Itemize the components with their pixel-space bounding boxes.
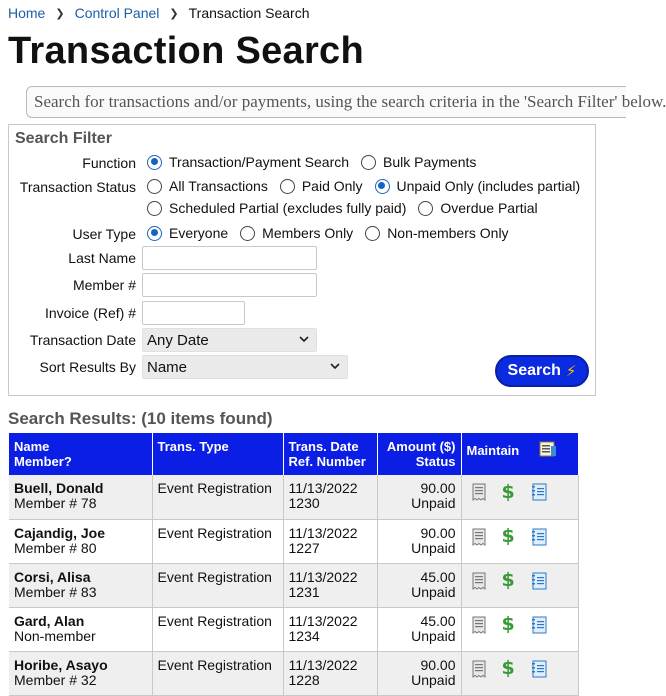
sort-by-label: Sort Results By xyxy=(39,359,136,375)
cell-type xyxy=(152,475,283,519)
dollar-icon[interactable]: $ xyxy=(501,525,515,547)
transaction-date: 11/13/2022 xyxy=(288,612,358,629)
radio[interactable] xyxy=(147,179,162,194)
table-row[interactable] xyxy=(9,519,578,563)
cell-amount xyxy=(377,651,461,695)
chevron-right-icon: ❯ xyxy=(169,7,179,20)
reference-number: 1234 xyxy=(288,627,320,644)
notebook-icon[interactable] xyxy=(531,528,547,546)
user-type-option-members[interactable]: Members Only xyxy=(240,225,353,241)
amount: 90.00 xyxy=(420,656,456,673)
customer-name[interactable]: Cajandig, Joe xyxy=(14,524,106,541)
cell-amount xyxy=(377,563,461,607)
payment-status: Unpaid xyxy=(411,583,456,600)
user-type-option-everyone[interactable]: Everyone xyxy=(147,225,228,241)
transaction-date: 11/13/2022 xyxy=(288,568,358,585)
status-option-scheduled-partial[interactable]: Scheduled Partial (excludes fully paid) xyxy=(147,200,406,216)
receipt-icon[interactable] xyxy=(472,483,486,501)
sort-by-select[interactable]: Name xyxy=(142,355,348,379)
radio-selected[interactable] xyxy=(375,179,390,194)
transaction-date: 11/13/2022 xyxy=(288,524,358,541)
customer-name[interactable]: Horibe, Asayo xyxy=(14,656,108,673)
dollar-icon[interactable]: $ xyxy=(501,613,515,635)
customer-name[interactable]: Corsi, Alisa xyxy=(14,568,91,585)
breadcrumb-control-panel[interactable]: Control Panel xyxy=(74,5,160,21)
reference-number: 1228 xyxy=(288,671,320,688)
breadcrumb xyxy=(8,5,310,21)
member-number-input[interactable] xyxy=(142,273,317,297)
notebook-icon[interactable] xyxy=(531,616,547,634)
cell-amount xyxy=(377,607,461,651)
page-title: Transaction Search xyxy=(8,30,364,72)
dollar-icon[interactable]: $ xyxy=(501,657,515,679)
column-header-type[interactable]: Trans. Type xyxy=(152,433,283,475)
invoice-label: Invoice (Ref) # xyxy=(44,305,136,321)
user-type-radio-group xyxy=(147,225,521,241)
receipt-icon[interactable] xyxy=(472,616,486,634)
transaction-date-label: Transaction Date xyxy=(29,332,136,348)
results-title: Search Results: (10 items found) xyxy=(8,409,273,428)
receipt-icon[interactable] xyxy=(472,660,486,678)
reference-number: 1227 xyxy=(288,539,320,556)
cell-amount xyxy=(377,475,461,519)
cell-name xyxy=(9,475,152,519)
status-option-all[interactable]: All Transactions xyxy=(147,178,268,194)
column-header-date[interactable]: Trans. Date Ref. Number xyxy=(283,433,377,475)
dollar-icon[interactable]: $ xyxy=(501,569,515,591)
status-label: Transaction Status xyxy=(19,179,136,195)
chevron-down-icon xyxy=(298,333,310,345)
cell-type xyxy=(152,563,283,607)
amount: 45.00 xyxy=(420,612,456,629)
cell-date xyxy=(283,651,377,695)
transaction-type: Event Registration xyxy=(157,656,272,673)
cell-name xyxy=(9,607,152,651)
column-header-maintain: Maintain xyxy=(461,433,578,475)
results-header-row xyxy=(9,433,578,475)
payment-status: Unpaid xyxy=(411,495,456,511)
customer-name[interactable]: Gard, Alan xyxy=(14,612,85,629)
cell-type xyxy=(152,651,283,695)
member-status: Member # 83 xyxy=(14,583,97,600)
transaction-type: Event Registration xyxy=(157,524,272,541)
payment-status: Unpaid xyxy=(411,539,456,556)
last-name-input[interactable] xyxy=(142,246,317,270)
cell-name xyxy=(9,563,152,607)
receipt-icon[interactable] xyxy=(472,572,486,590)
member-status: Non-member xyxy=(14,627,96,644)
cell-maintain xyxy=(461,519,578,563)
cell-date xyxy=(283,607,377,651)
status-option-overdue-partial[interactable]: Overdue Partial xyxy=(418,200,537,216)
table-row[interactable] xyxy=(9,475,578,519)
transaction-date: 11/13/2022 xyxy=(288,656,358,673)
reference-number: 1231 xyxy=(288,583,320,600)
column-header-name[interactable]: Name Member? xyxy=(9,433,152,475)
status-option-paid[interactable]: Paid Only xyxy=(280,178,363,194)
chevron-down-icon xyxy=(329,360,341,372)
reference-number: 1230 xyxy=(288,495,320,511)
receipt-icon[interactable] xyxy=(472,528,486,546)
export-list-icon[interactable] xyxy=(539,441,557,457)
function-label: Function xyxy=(82,155,136,171)
radio[interactable] xyxy=(418,201,433,216)
function-radio-group xyxy=(147,154,488,170)
member-number-label: Member # xyxy=(72,277,136,293)
amount: 90.00 xyxy=(420,480,456,496)
cell-maintain xyxy=(461,651,578,695)
cell-maintain xyxy=(461,563,578,607)
cell-name xyxy=(9,519,152,563)
transaction-type: Event Registration xyxy=(157,612,272,629)
payment-status: Unpaid xyxy=(411,671,456,688)
cell-date xyxy=(283,519,377,563)
radio[interactable] xyxy=(147,201,162,216)
search-button[interactable]: Search ⚡ xyxy=(495,355,589,387)
column-header-amount[interactable]: Amount ($) Status xyxy=(377,433,461,475)
payment-status: Unpaid xyxy=(411,627,456,644)
cell-name xyxy=(9,651,152,695)
chevron-right-icon: ❯ xyxy=(55,7,65,20)
function-option-transaction-payment[interactable]: Transaction/Payment Search xyxy=(147,154,349,170)
cell-date xyxy=(283,563,377,607)
table-row[interactable] xyxy=(9,563,578,607)
dollar-icon[interactable]: $ xyxy=(501,480,515,503)
member-status: Member # 32 xyxy=(14,671,97,688)
cell-amount xyxy=(377,519,461,563)
notebook-icon[interactable] xyxy=(531,483,547,501)
transaction-date-select[interactable]: Any Date xyxy=(142,328,317,352)
radio[interactable] xyxy=(280,179,295,194)
transaction-date: 11/13/2022 xyxy=(288,480,358,496)
breadcrumb-current: Transaction Search xyxy=(188,5,310,21)
transaction-type: Event Registration xyxy=(157,568,272,585)
radio-selected[interactable] xyxy=(147,226,162,241)
cell-type xyxy=(152,519,283,563)
cell-type xyxy=(152,607,283,651)
radio[interactable] xyxy=(240,226,255,241)
member-status: Member # 78 xyxy=(14,495,97,511)
filter-title: Search Filter xyxy=(15,130,112,147)
table-row[interactable] xyxy=(9,651,578,695)
cell-maintain xyxy=(461,475,578,519)
status-radio-group-1 xyxy=(147,178,592,194)
amount: 45.00 xyxy=(420,568,456,585)
member-status: Member # 80 xyxy=(14,539,97,556)
radio[interactable] xyxy=(361,155,376,170)
cell-maintain xyxy=(461,607,578,651)
radio[interactable] xyxy=(365,226,380,241)
amount: 90.00 xyxy=(420,524,456,541)
transaction-type: Event Registration xyxy=(157,480,272,496)
status-radio-group-2 xyxy=(147,200,550,216)
last-name-label: Last Name xyxy=(68,250,136,266)
info-bar: Search for transactions and/or payments, using the search criteria in the 'Search Filter' below. xyxy=(26,86,626,118)
user-type-label: User Type xyxy=(72,226,136,242)
cell-date xyxy=(283,475,377,519)
notebook-icon[interactable] xyxy=(531,660,547,678)
customer-name[interactable]: Buell, Donald xyxy=(14,480,104,496)
results-table xyxy=(9,433,579,696)
status-option-unpaid[interactable]: Unpaid Only (includes partial) xyxy=(375,178,581,194)
user-type-option-nonmembers[interactable]: Non-members Only xyxy=(365,225,508,241)
lightning-icon: ⚡ xyxy=(565,363,577,380)
invoice-input[interactable] xyxy=(142,301,245,325)
notebook-icon[interactable] xyxy=(531,572,547,590)
radio-selected[interactable] xyxy=(147,155,162,170)
function-option-bulk-payments[interactable]: Bulk Payments xyxy=(361,154,476,170)
breadcrumb-home[interactable]: Home xyxy=(8,5,46,21)
table-row[interactable] xyxy=(9,607,578,651)
